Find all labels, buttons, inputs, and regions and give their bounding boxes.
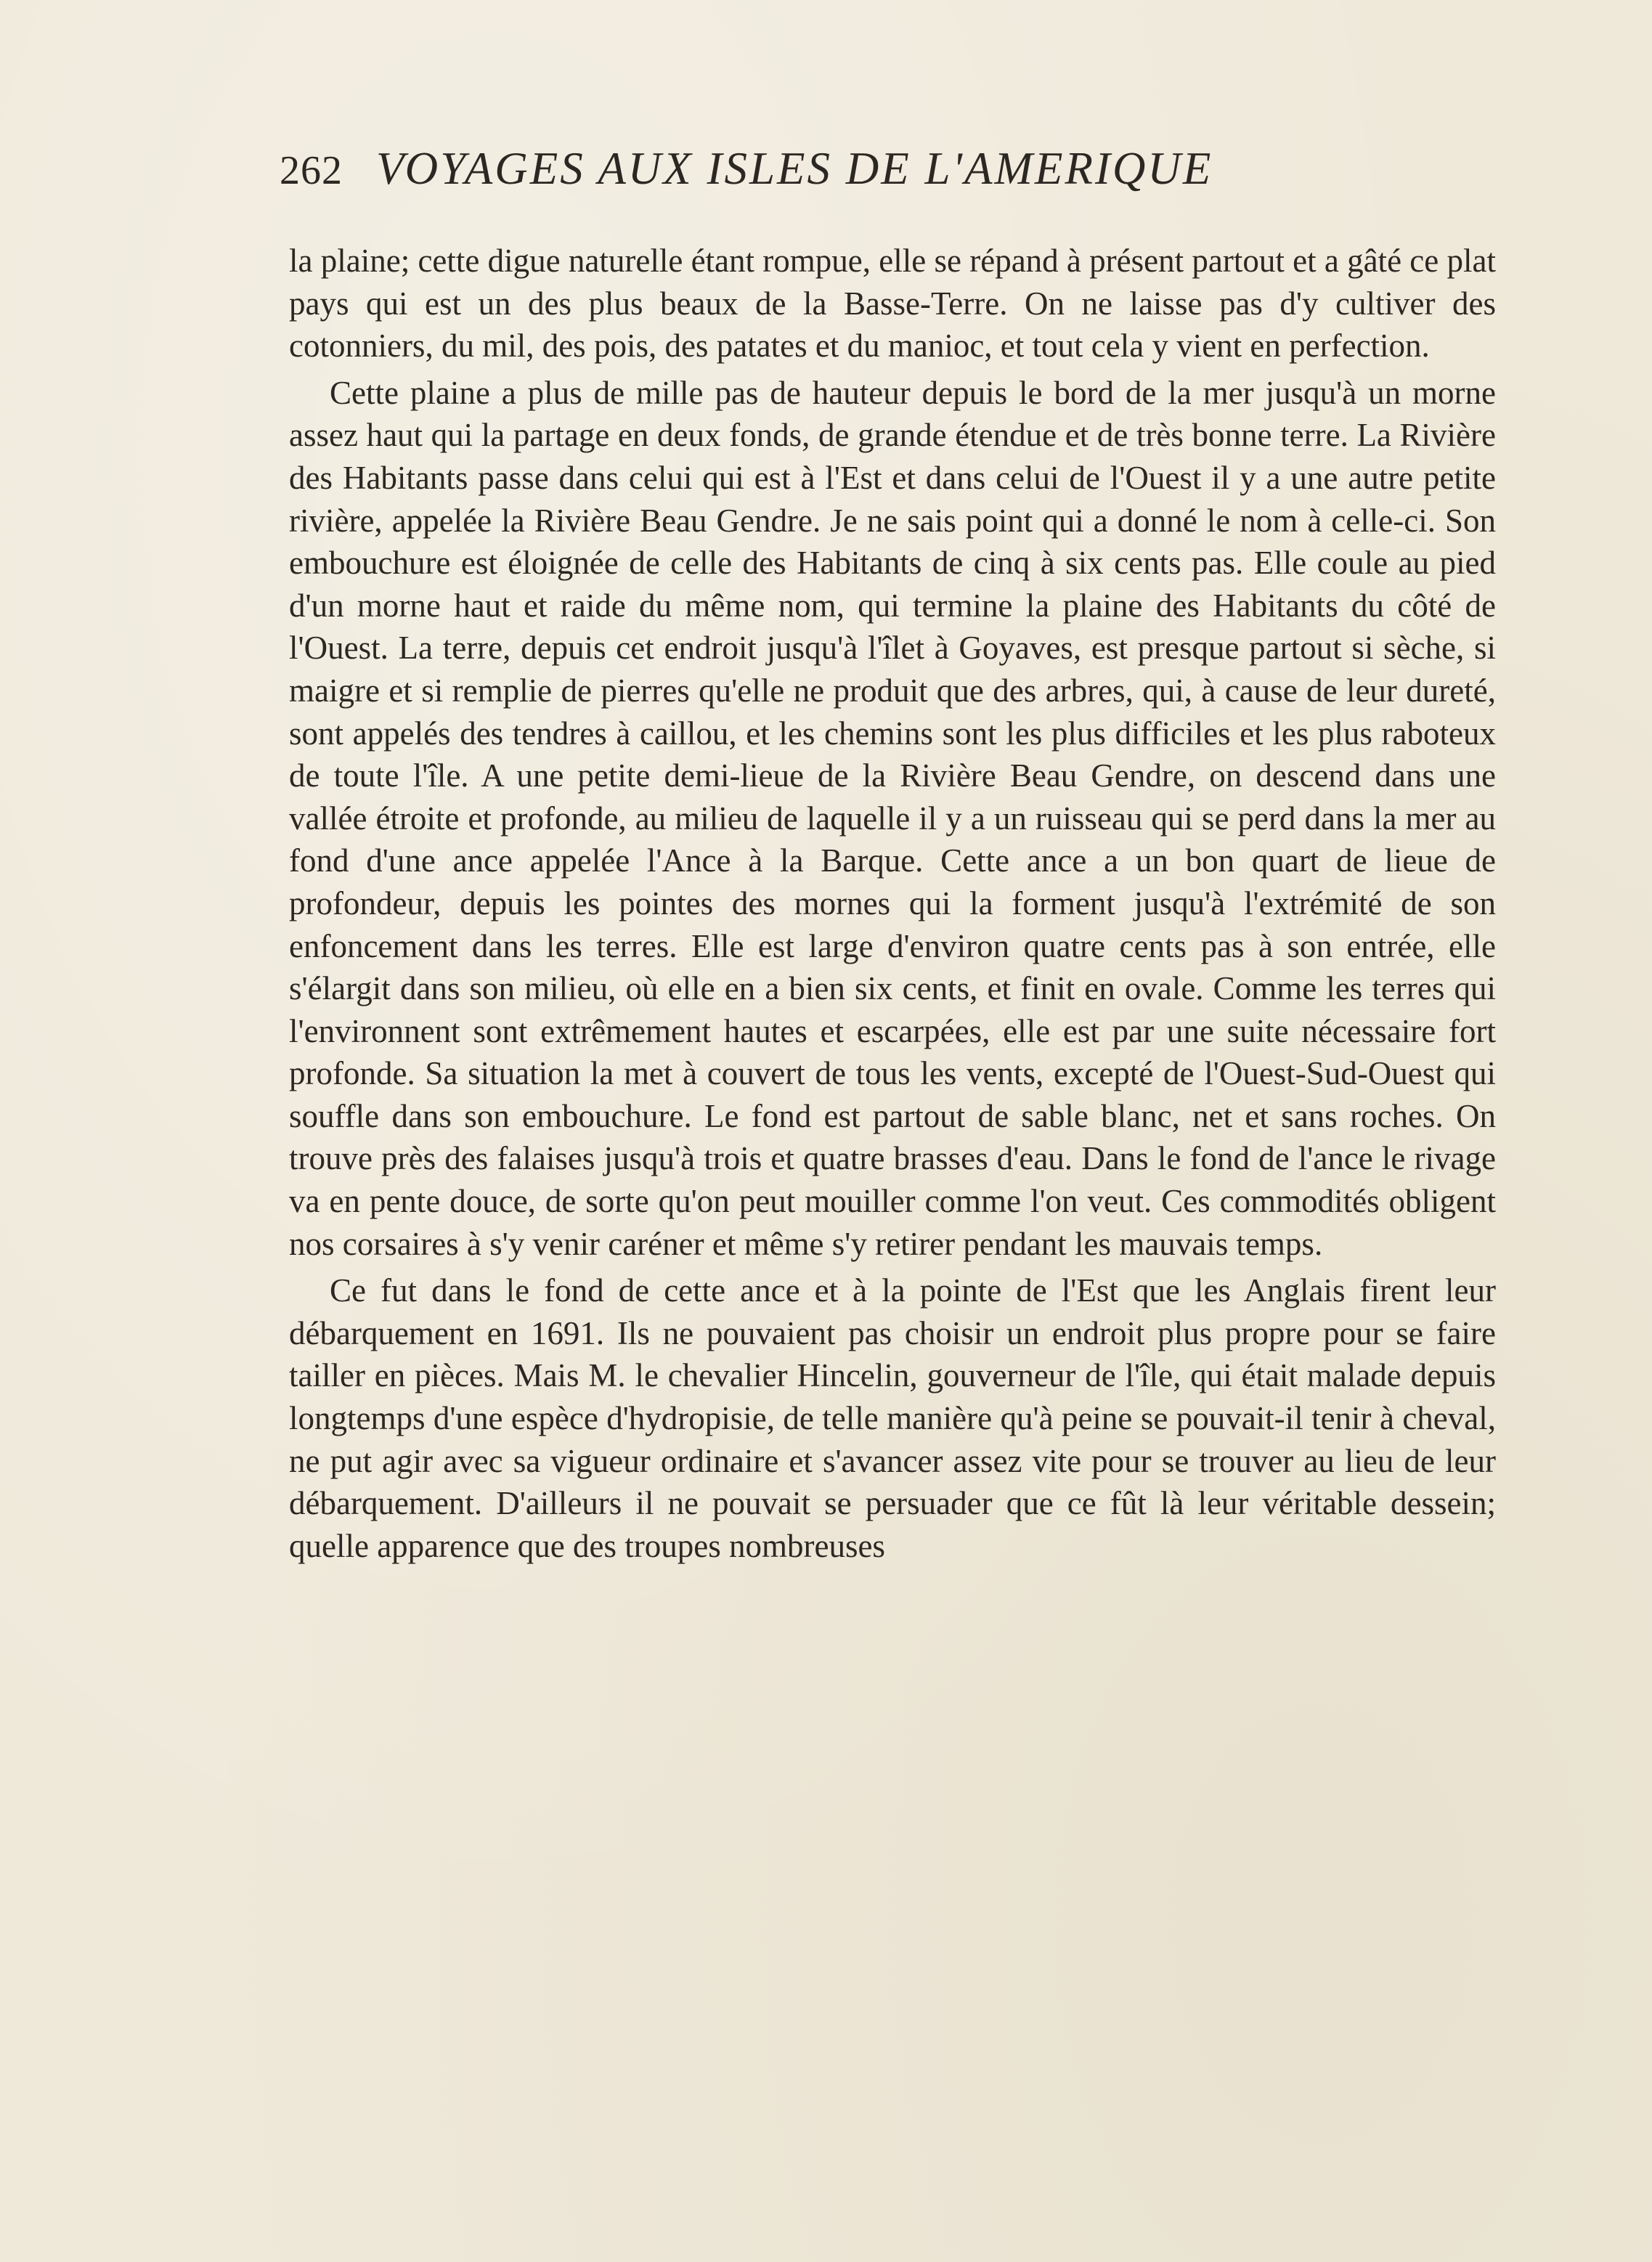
page-number: 262 (280, 148, 343, 193)
running-head (280, 142, 1412, 208)
paragraph-debarquement: Ce fut dans le fond de cette ance et à la pointe de l'Est que les Anglais firent leur débarquement en 1691. Ils ne pouvaient pas choisir un endroit plus propre pour se faire tailler en pièces. Mais M. le chevalier Hincelin, gouverneur de l'île, qui était malade depuis longtemps d'une espèce d'hydropisie, de telle manière qu'à peine se pouvait-il tenir à cheval, ne put agir avec sa vigueur ordinaire et s'avancer assez vite pour se trouver au lieu de leur débarquement. D'ailleurs il ne pouvait se persuader que ce fût là leur véritable dessein; quelle apparence que des troupes nombreuses (289, 1272, 1496, 1564)
running-title: VOYAGES AUX ISLES DE L'AMERIQUE (376, 143, 1213, 194)
paragraph-continued: la plaine; cette digue naturelle étant rompue, elle se répand à présent partout et a gâté ce plat pays qui est un des plus beaux de la Basse-Terre. On ne laisse pas d'y cultiver des cotonniers, du mil, des pois, des patates et du manioc, et tout cela y vient en perfection. (289, 243, 1496, 365)
paragraph-plaine: Cette plaine a plus de mille pas de hauteur depuis le bord de la mer jusqu'à un morne assez haut qui la partage en deux fonds, de grande étendue et de très bonne terre. La Rivière des Habitants passe dans celui qui est à l'Est et dans celui de l'Ouest il y a une autre petite rivière, appelée la Rivière Beau Gendre. Je ne sais point qui a donné le nom à celle-ci. Son embouchure est éloignée de celle des Habitants de cinq à six cents pas. Elle coule au pied d'un morne haut et raide du même nom, qui termine la plaine des Habitants du côté de l'Ouest. La terre, depuis cet endroit jusqu'à l'îlet à Goyaves, est presque partout si sèche, si maigre et si remplie de pierres qu'elle ne produit que des arbres, qui, à cause de leur dureté, sont appelés des tendres à caillou, et les chemins sont les plus difficiles et les plus raboteux de toute l'île. A une petite demi-lieue de la Rivière Beau Gendre, on descend dans une vallée étroite et profonde, au milieu de laquelle il y a un ruisseau qui se perd dans la mer au fond d'une ance appelée l'Ance à la Barque. Cette ance a un bon quart de lieue de profondeur, depuis les pointes des mornes qui la forment jusqu'à l'extrémité de son enfoncement dans les terres. Elle est large d'environ quatre cents pas à son entrée, elle s'élargit dans son milieu, où elle en a bien six cents, et finit en ovale. Comme les terres qui l'environnent sont extrêmement hautes et escarpées, elle est par une suite nécessaire fort profonde. Sa situation la met à couvert de tous les vents, excepté de l'Ouest-Sud-Ouest qui souffle dans son embouchure. Le fond est partout de sable blanc, net et sans roches. On trouve près des falaises jusqu'à trois et quatre brasses d'eau. Dans le fond de l'ance le rivage va en pente douce, de sorte qu'on peut mouiller comme l'on veut. Ces commodités obligent nos corsaires à s'y venir caréner et même s'y retirer pendant les mauvais temps. (289, 374, 1496, 1262)
body-text (289, 240, 1496, 1567)
